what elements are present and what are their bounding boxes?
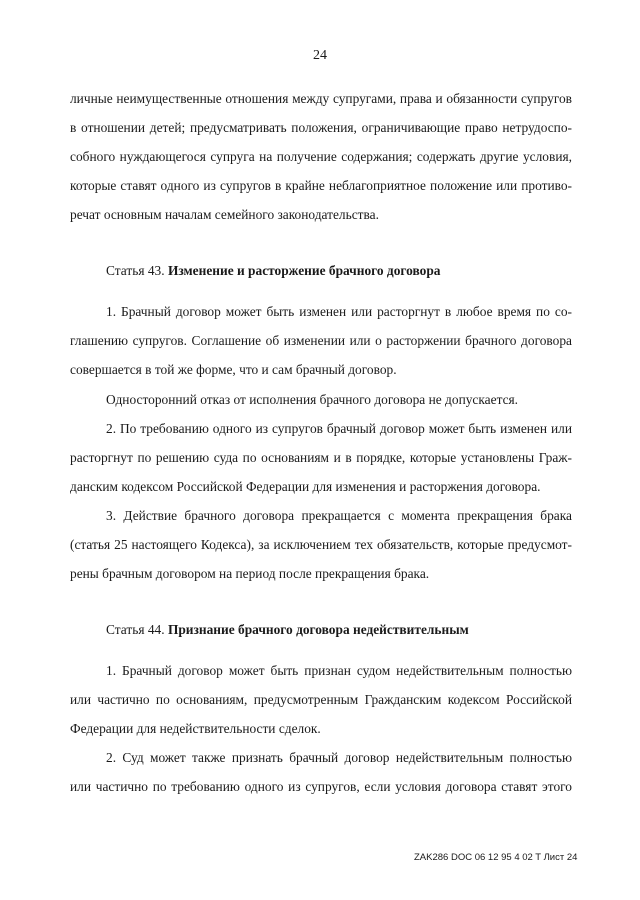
text-line: (статья 25 настоящего Кодекса), за исключением тех обязательств, которые предусмот- (70, 537, 572, 552)
article-44-prefix: Статья 44. (106, 622, 165, 637)
text-line: в отношении детей; предусматривать положения, ограничивающие право нетрудоспо- (70, 120, 572, 135)
article-44-heading (106, 621, 469, 639)
text-line: данским кодексом Российской Федерации для изменения и расторжения договора. (70, 479, 541, 494)
article-43-prefix: Статья 43. (106, 263, 165, 278)
text-line: 1. Брачный договор может быть признан судом недействительным полностью (106, 663, 572, 678)
text-line: которые ставят одного из супругов в крайне неблагоприятное положение или противо- (70, 178, 572, 193)
article-43-title: Изменение и расторжение брачного договора (167, 263, 441, 278)
text-line: личные неимущественные отношения между супругами, права и обязанности супругов (70, 91, 572, 106)
text-line: 1. Брачный договор может быть изменен или расторгнут в любое время по со- (106, 304, 572, 319)
text-line: Федерации для недействительности сделок. (70, 721, 321, 736)
article-44-title: Признание брачного договора недействительным (167, 622, 469, 637)
text-line: 2. По требованию одного из супругов брачный договор может быть изменен или (106, 421, 572, 436)
text-line: речат основным началам семейного законодательства. (70, 207, 379, 222)
text-line: или частично по основаниям, предусмотренным Гражданским кодексом Российской (70, 692, 572, 707)
page-number: 24 (313, 48, 327, 63)
text-line: 2. Суд может также признать брачный договор недействительным полностью (106, 750, 572, 765)
article-43-heading (106, 262, 441, 280)
text-line: собного нуждающегося супруга на получение содержания; содержать другие условия, (70, 149, 572, 164)
document-footer: ZAK286 DOC 06 12 95 4 02 T Лист 24 (414, 852, 578, 863)
text-line: совершается в той же форме, что и сам брачный договор. (70, 362, 397, 377)
text-line: расторгнут по решению суда по основаниям и в порядке, которые установлены Граж- (70, 450, 572, 465)
text-line: рены брачным договором на период после прекращения брака. (70, 566, 430, 581)
text-line: глашению супругов. Соглашение об изменении или о расторжении брачного договора (70, 333, 572, 348)
text-line: 3. Действие брачного договора прекращается с момента прекращения брака (106, 508, 572, 523)
text-line: Односторонний отказ от исполнения брачного договора не допускается. (106, 392, 519, 407)
text-line: или частично по требованию одного из супругов, если условия договора ставят этого (70, 779, 572, 794)
